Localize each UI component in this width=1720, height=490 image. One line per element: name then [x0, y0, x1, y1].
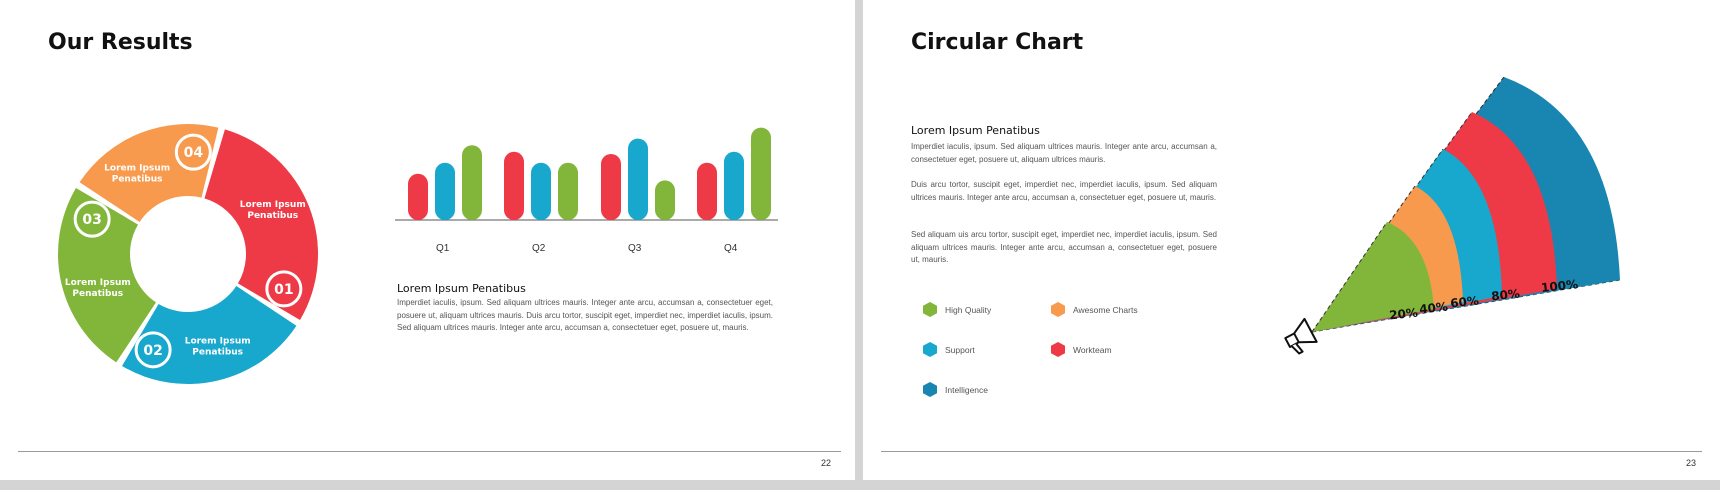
- badge-number: 04: [183, 145, 204, 162]
- text-body: Imperdiet iaculis, ipsum. Sed aliquam ultrices mauris. Integer ante arcu, accumsan a, consectetuer eget, posuere ut, aliquam ultrices mauris. Duis arcu tortor, suscipit eget, imperdiet nec, imperdiet iaculis, ipsum. Sed aliquam ultrices mauris. Integer ante arcu, accumsan a, consectetuer eget, posuere ut, mauris.: [397, 298, 773, 332]
- legend-label: Intelligence: [945, 384, 989, 395]
- slide-our-results: [0, 0, 855, 480]
- page-title: Our Results: [48, 30, 193, 55]
- page-title: Circular Chart: [911, 30, 1084, 55]
- text-paragraph-1: Imperdiet iaculis, ipsum. Sed aliquam ultrices mauris. Integer ante arcu, accumsan a, consectetuer eget, posuere ut, aliquam ultrices mauris.: [911, 142, 1217, 164]
- slide-circular-chart: [863, 0, 1720, 480]
- page-number: 23: [1686, 458, 1697, 468]
- badge-number: 03: [82, 212, 102, 229]
- legend-label: Workteam: [1073, 344, 1112, 355]
- segment-label-line2: Penatibus: [72, 288, 124, 299]
- bar-q4-series-1: [697, 163, 717, 220]
- segment-label-line1: Lorem Ipsum: [104, 163, 171, 174]
- fan-label-40pct: 40%: [1418, 299, 1449, 317]
- bar-q1-series-3: [462, 145, 482, 220]
- segment-label-line2: Penatibus: [192, 347, 244, 358]
- segment-label-line1: Lorem Ipsum: [64, 277, 131, 288]
- page-number: 22: [821, 458, 832, 468]
- bar-q2-series-2: [531, 163, 551, 220]
- bar-q4-series-3: [751, 128, 771, 220]
- badge-number: 02: [143, 342, 163, 359]
- bar-q3-series-2: [628, 139, 648, 220]
- segment-label-line1: Lorem Ipsum: [239, 199, 306, 210]
- bar-q1-series-2: [435, 163, 455, 220]
- footer-rule: [18, 451, 841, 452]
- bar-q2-series-1: [504, 152, 524, 220]
- segment-label-line2: Penatibus: [111, 174, 163, 185]
- megaphone-icon: [1282, 319, 1318, 356]
- bar-q2-series-3: [558, 163, 578, 220]
- text-paragraph-2: Duis arcu tortor, suscipit eget, imperdiet nec, imperdiet iaculis, ipsum. Sed aliquam ultrices mauris. Integer ante arcu, accumsan a, consectetuer eget, posuere ut, mauris.: [911, 180, 1217, 202]
- text-heading: Lorem Ipsum Penatibus: [397, 282, 526, 295]
- tick-label-q4: Q4: [724, 243, 738, 254]
- bar-chart: [390, 100, 790, 240]
- cycle-diagram: [38, 104, 338, 404]
- fan-label-20pct: 20%: [1388, 305, 1419, 323]
- footer-rule: [881, 451, 1702, 452]
- segment-label-line2: Penatibus: [247, 210, 299, 221]
- bar-q3-series-1: [601, 154, 621, 220]
- bar-q4-series-2: [724, 152, 744, 220]
- bar-q1-series-1: [408, 174, 428, 220]
- legend-label: Awesome Charts: [1073, 304, 1138, 315]
- legend-label: Support: [945, 344, 975, 355]
- legend-label: High Quality: [945, 304, 992, 315]
- bar-q3-series-3: [655, 180, 675, 220]
- tick-label-q3: Q3: [628, 243, 642, 254]
- fan-chart: [863, 0, 1720, 480]
- badge-number: 01: [274, 281, 294, 298]
- tick-label-q2: Q2: [532, 243, 546, 254]
- text-paragraph-3: Sed aliquam uis arcu tortor, suscipit eget, imperdiet nec, imperdiet iaculis, ipsum. Sed aliquam ultrices mauris. Integer ante arcu, accumsan a, consectetuer eget, posuere ut, mauris.: [911, 230, 1217, 264]
- segment-label-line1: Lorem Ipsum: [184, 336, 251, 347]
- fan-label-80pct: 80%: [1490, 286, 1521, 304]
- fan-label-100pct: 100%: [1540, 277, 1579, 295]
- text-heading: Lorem Ipsum Penatibus: [911, 124, 1040, 137]
- fan-label-60pct: 60%: [1449, 293, 1480, 311]
- tick-label-q1: Q1: [436, 243, 450, 254]
